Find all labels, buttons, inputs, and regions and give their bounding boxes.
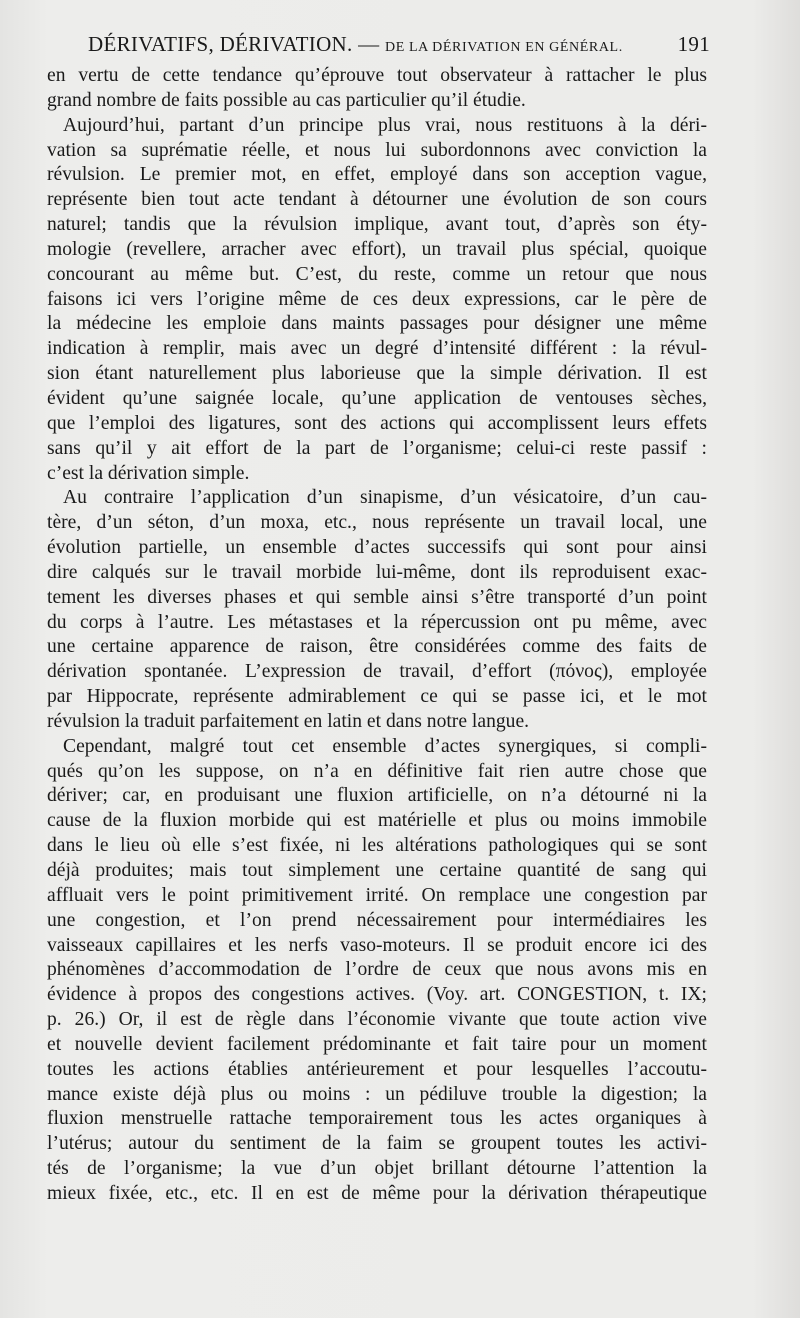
text-line: mologie (revellere, arracher avec effort), un travail plus spécial, quoique <box>47 238 707 260</box>
header-title: DÉRIVATIFS, DÉRIVATION. <box>88 32 353 56</box>
text-line: Au contraire l’application d’un sinapisme, d’un vésicatoire, d’un cau- <box>63 487 707 509</box>
text-line: sans qu’il y ait effort de la part de l’organisme; celui-ci reste passif : <box>47 437 707 459</box>
text-line: tère, d’un séton, d’un moxa, etc., nous représente un travail local, une <box>47 512 707 534</box>
text-line: représente bien tout acte tendant à détourner une évolution de son cours <box>47 189 707 211</box>
text-line: une certaine apparence de raison, être considérées comme des faits de <box>47 636 707 658</box>
header-dash: — <box>358 32 380 56</box>
text-line: une congestion, et l’on prend nécessairement pour intermédiaires les <box>47 909 707 931</box>
text-line: en vertu de cette tendance qu’éprouve tout observateur à rattacher le plus <box>47 65 707 86</box>
text-line: cause de la fluxion morbide qui est matérielle et plus ou moins immobile <box>47 810 707 832</box>
text-line: révulsion la traduit parfaitement en latin et dans notre langue. <box>47 710 530 732</box>
text-line: dériver; car, en produisant une fluxion artificielle, on n’a détourné ni la <box>47 785 707 807</box>
text-line: mance existe déjà plus ou moins : un pédiluve trouble la digestion; la <box>47 1083 707 1105</box>
text-line: naturel; tandis que la révulsion implique, avant tout, d’après son éty- <box>47 214 707 236</box>
text-line: dérivation spontanée. L’expression de travail, d’effort (πόνος), employée <box>47 661 707 683</box>
text-line: affluait vers le point primitivement irrité. On remplace une congestion par <box>47 884 707 906</box>
text-line: que l’emploi des ligatures, sont des actions qui accomplissent leurs effets <box>47 412 707 434</box>
text-line: Aujourd’hui, partant d’un principe plus vrai, nous restituons à la déri- <box>63 114 707 136</box>
text-line: sion étant naturellement plus laborieuse que la simple dérivation. Il est <box>47 363 707 385</box>
text-line: p. 26.) Or, il est de règle dans l’économie vivante que toute action vive <box>47 1009 707 1031</box>
text-line: tés de l’organisme; la vue d’un objet brillant détourne l’attention la <box>47 1158 707 1180</box>
running-header <box>88 30 710 62</box>
page-number: 191 <box>677 32 710 56</box>
text-line: dire calqués sur le travail morbide lui-même, dont ils reproduisent exac- <box>47 561 707 583</box>
text-line: grand nombre de faits possible au cas particulier qu’il étudie. <box>47 89 526 111</box>
body-text <box>47 64 707 1207</box>
text-line: l’utérus; autour du sentiment de la faim se groupent toutes les activi- <box>47 1133 707 1155</box>
text-line: évolution partielle, un ensemble d’actes successifs qui sont pour ainsi <box>47 537 707 559</box>
text-line: évidence à propos des congestions actives. (Voy. art. CONGESTION, t. IX; <box>47 984 707 1006</box>
text-line: la médecine les emploie dans maints passages pour désigner une même <box>47 313 707 335</box>
text-line: phénomènes d’accommodation de l’ordre de ceux que nous avons mis en <box>47 959 707 981</box>
text-line: qués qu’on les suppose, on n’a en définitive fait rien autre chose que <box>47 760 707 782</box>
text-line: faisons ici vers l’origine même de ces deux expressions, car le père de <box>47 288 707 310</box>
text-line: révulsion. Le premier mot, en effet, employé dans son acception vague, <box>47 164 707 186</box>
text-line: vaisseaux capillaires et les nerfs vaso-moteurs. Il se produit encore ici des <box>47 934 707 956</box>
text-line: par Hippocrate, représente admirablement ce qui se passe ici, et le mot <box>47 686 707 708</box>
text-line: déjà produites; mais tout simplement une certaine quantité de sang qui <box>47 860 707 881</box>
text-line: concourant au même but. C’est, du reste, comme un retour que nous <box>47 263 707 285</box>
text-line: toutes les actions établies antérieurement et pour lesquelles l’accoutu- <box>47 1058 707 1080</box>
text-line: fluxion menstruelle rattache temporairement tous les actes organiques à <box>47 1108 707 1130</box>
text-line: mieux fixée, etc., etc. Il en est de même pour la dérivation thérapeutique <box>47 1182 707 1204</box>
text-line: indication à remplir, mais avec un degré d’intensité différent : la révul- <box>47 338 707 360</box>
text-line: Cependant, malgré tout cet ensemble d’actes synergiques, si compli- <box>63 735 707 757</box>
text-line: tement les diverses phases et qui semble ainsi s’être transporté d’un point <box>47 586 707 608</box>
text-line: c’est la dérivation simple. <box>47 462 250 484</box>
header-subtitle: DE LA DÉRIVATION EN GÉNÉRAL. <box>385 40 623 55</box>
text-line: du corps à l’autre. Les métastases et la répercussion ont pu même, avec <box>47 611 707 633</box>
text-line: et nouvelle devient facilement prédominante et fait taire pour un moment <box>47 1033 707 1055</box>
text-line: dans le lieu où elle s’est fixée, ni les altérations pathologiques qui se sont <box>47 835 707 857</box>
text-line: vation sa suprématie réelle, et nous lui subordonnons avec conviction la <box>47 139 707 161</box>
text-line: évident qu’une saignée locale, qu’une application de ventouses sèches, <box>47 387 707 409</box>
